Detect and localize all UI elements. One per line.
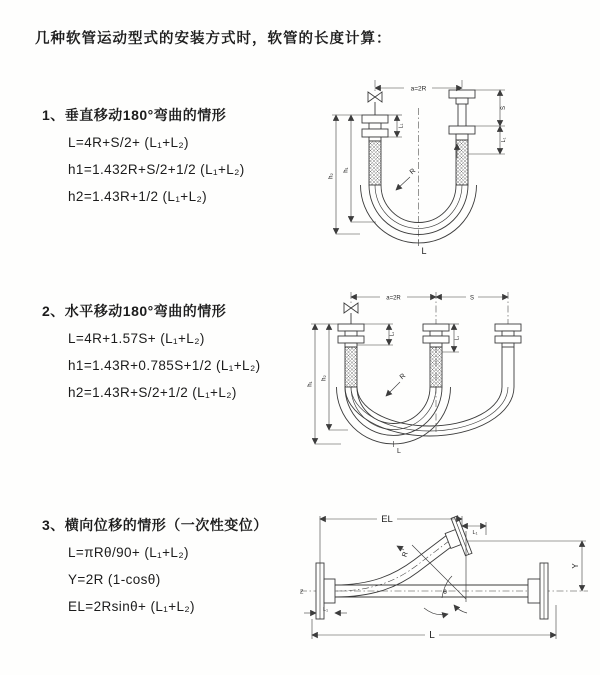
section-1 <box>42 105 317 216</box>
dim-l1-bottom-left <box>304 607 347 613</box>
dim-h2-label: h₂ <box>328 173 335 179</box>
diagram-1-vertical-bend <box>318 70 588 262</box>
section-3-formula-L: L=πRθ/90+ (L₁+L₂) <box>68 545 189 560</box>
section-3-heading: 3、横向位移的情形（一次性变位） <box>42 517 268 533</box>
section-1-heading: 1、垂直移动180°弯曲的情形 <box>42 107 227 123</box>
datum-z-label: Z <box>300 589 304 596</box>
dim-l-label: L <box>397 448 401 455</box>
section-1-formula-h1: h1=1.432R+S/2+1/2 (L₁+L₂) <box>68 162 245 177</box>
middle-fitting-flange <box>423 324 449 347</box>
dim-l-label: L <box>421 246 427 256</box>
right-fitting-flange <box>495 324 521 387</box>
valve-icon <box>344 303 358 324</box>
dim-l-bottom <box>312 605 556 641</box>
centerlines <box>375 80 462 242</box>
dim-s-label: S <box>469 295 475 302</box>
radius-callout <box>396 168 417 190</box>
dim-a2r-label: a=2R <box>386 295 401 302</box>
radius-callout <box>386 373 407 396</box>
page-title: 几种软管运动型式的安装方式时，软管的长度计算： <box>35 31 392 47</box>
right-braid-section <box>456 140 468 185</box>
radius-label: R <box>408 167 418 177</box>
radius-label: R <box>398 372 408 382</box>
right-fitting-flange <box>528 563 548 619</box>
valve-icon <box>368 92 382 115</box>
section-2-formula-L: L=4R+1.57S+ (L₁+L₂) <box>68 331 205 346</box>
section-2-formula-h1: h1=1.43R+0.785S+1/2 (L₁+L₂) <box>68 358 261 373</box>
middle-braid-section <box>430 347 442 387</box>
left-fitting-flange <box>338 324 364 347</box>
dim-el <box>320 514 462 564</box>
dim-l1-middle-label: L₁ <box>454 335 461 341</box>
displaced-hose-s-curve <box>335 535 451 597</box>
length-l-label <box>394 441 402 455</box>
dim-s <box>436 293 508 302</box>
left-braid-section <box>369 141 381 185</box>
centerlines <box>351 292 508 432</box>
section-2-formula-h2: h2=1.43R+S/2+1/2 (L₁+L₂) <box>68 385 237 400</box>
dim-l1-left-label: L₁ <box>389 331 396 337</box>
dim-l1-right-label: L₁ <box>501 137 507 143</box>
dim-l1-bottom-label: L₁ <box>323 607 328 613</box>
left-braid-section <box>345 347 357 387</box>
dim-l-label: L <box>429 630 435 641</box>
dim-el-label: EL <box>381 514 393 525</box>
dim-l1-top <box>462 522 486 536</box>
dim-a2r-label: a=2R <box>410 85 427 93</box>
dim-s-label: S <box>501 105 507 111</box>
dim-h2 <box>329 115 361 234</box>
dim-a2r <box>351 293 436 302</box>
dim-l1-top-label: L₁ <box>472 530 478 536</box>
radius-callout <box>397 546 410 558</box>
dim-h1-label: h₁ <box>307 381 314 387</box>
dim-h2-label: h₂ <box>321 375 328 381</box>
dim-y <box>468 541 586 591</box>
section-3-formula-Y: Y=2R (1-cosθ) <box>68 572 161 587</box>
dim-y-label: Y <box>571 563 580 569</box>
diagram-3-lateral-displacement <box>296 505 598 650</box>
section-3-formula-EL: EL=2Rsinθ+ (L₁+L₂) <box>68 599 195 614</box>
section-3 <box>42 515 317 626</box>
diagram-2-horizontal-bend <box>303 282 588 464</box>
right-fitting-flange <box>449 90 475 140</box>
section-1-formula-h2: h2=1.43R+1/2 (L₁+L₂) <box>68 189 208 204</box>
section-1-formula-L: L=4R+S/2+ (L₁+L₂) <box>68 135 189 150</box>
dim-h1-label: h₁ <box>343 167 350 173</box>
upper-fitting-flange <box>441 516 472 560</box>
dim-l1-left-label: L₁ <box>398 123 405 129</box>
radius-label: R <box>401 551 410 559</box>
dim-s-and-l1-right <box>468 90 507 154</box>
theta-label: θ <box>443 589 447 596</box>
hose-position-1-arcs <box>337 387 451 444</box>
dim-h1 <box>308 324 342 444</box>
section-2 <box>42 301 317 412</box>
section-2-heading: 2、水平移动180°弯曲的情形 <box>42 303 227 319</box>
